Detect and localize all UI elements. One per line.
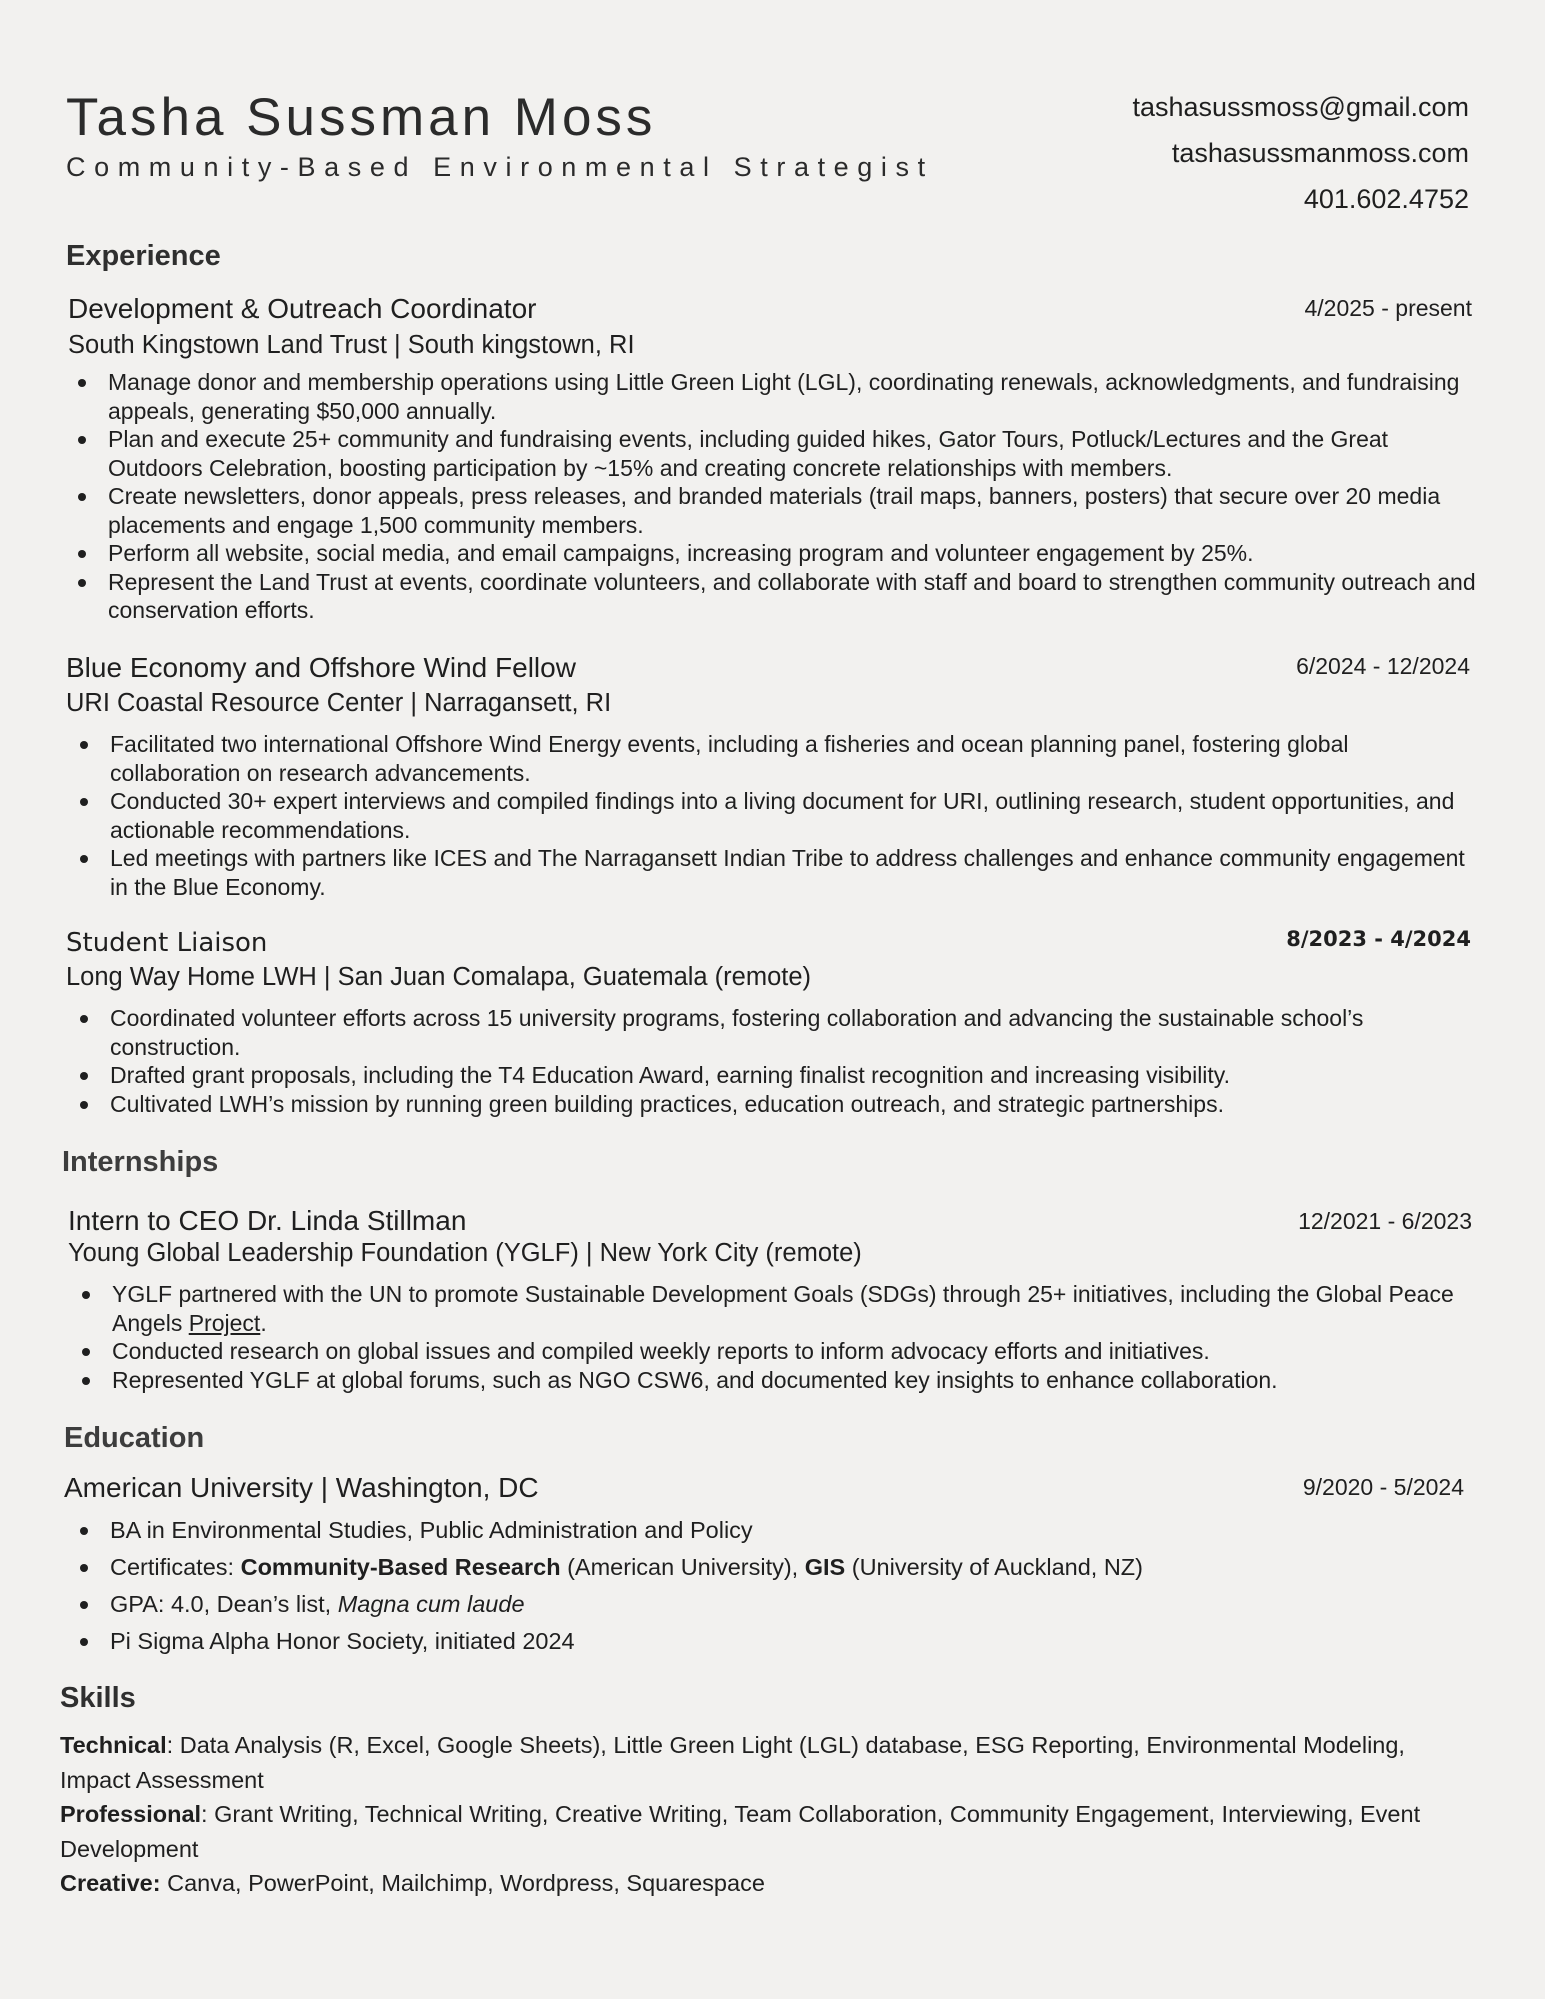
- internship-date: 12/2021 - 6/2023: [1298, 1208, 1472, 1234]
- job-date: 4/2025 - present: [1304, 295, 1472, 321]
- list-item: Led meetings with partners like ICES and The Narragansett Indian Tribe to address challenges and enhance community engagement in the Blue Economy.: [70, 844, 1480, 901]
- tagline: Community-Based Environmental Strategist: [66, 152, 934, 182]
- job-bullets: [70, 730, 1480, 901]
- latin-honor: Magna cum laude: [337, 1591, 525, 1617]
- list-item: Facilitated two international Offshore Wind Energy events, including a fisheries and ocean planning panel, fostering global collaboration on research advancements.: [70, 730, 1480, 787]
- internship-organization: Young Global Leadership Foundation (YGLF) | New York City (remote): [68, 1239, 862, 1267]
- full-name: Tasha Sussman Moss: [66, 88, 657, 147]
- job-bullets: [68, 368, 1478, 625]
- website-link[interactable]: tashasussmanmoss.com: [1171, 138, 1469, 168]
- job-date: 8/2023 - 4/2024: [1286, 927, 1471, 951]
- certificate-name: Community-Based Research: [240, 1554, 561, 1580]
- skills-heading: Skills: [60, 1682, 136, 1714]
- skills-label: Technical: [60, 1732, 167, 1758]
- list-item: Drafted grant proposals, including the T4 Education Award, earning finalist recognition and increasing visibility.: [70, 1061, 1480, 1090]
- project-link[interactable]: Project: [188, 1309, 261, 1336]
- list-item: Conducted 30+ expert interviews and compiled findings into a living document for URI, outlining research, student opportunities, and actionable recommendations.: [70, 787, 1480, 844]
- skills-label: Creative:: [60, 1870, 161, 1896]
- skills-creative: [60, 1866, 1460, 1901]
- certificate-source: (University of Auckland, NZ): [845, 1554, 1143, 1580]
- skills-professional: [60, 1797, 1460, 1866]
- job-organization: URI Coastal Resource Center | Narragansett, RI: [66, 689, 612, 717]
- certificate-source: (American University),: [560, 1554, 805, 1580]
- education-heading: Education: [64, 1422, 205, 1454]
- education-bullets: [70, 1512, 1470, 1660]
- list-item: Plan and execute 25+ community and fundraising events, including guided hikes, Gator Tours, Potluck/Lectures and the Great Outdoors Celebration, boosting participation by ~15% and creating concrete relationships with members.: [68, 425, 1478, 482]
- internship-title: Intern to CEO Dr. Linda Stillman: [68, 1205, 467, 1236]
- school-name: American University | Washington, DC: [64, 1472, 539, 1503]
- list-item: Cultivated LWH’s mission by running green building practices, education outreach, and strategic partnerships.: [70, 1090, 1480, 1119]
- skills-text: : Data Analysis (R, Excel, Google Sheets), Little Green Light (LGL) database, ESG Reporting, Environmental Modeling, Impact Assessment: [60, 1732, 1405, 1793]
- job-title: Development & Outreach Coordinator: [68, 293, 537, 324]
- list-item: Pi Sigma Alpha Honor Society, initiated 2024: [70, 1623, 1470, 1660]
- list-item: Represented YGLF at global forums, such as NGO CSW6, and documented key insights to enhance collaboration.: [72, 1366, 1482, 1395]
- skills-text: : Grant Writing, Technical Writing, Creative Writing, Team Collaboration, Community Engagement, Interviewing, Event Development: [60, 1801, 1421, 1862]
- contact-block: [1132, 84, 1469, 222]
- education-date: 9/2020 - 5/2024: [1302, 1474, 1464, 1500]
- list-item: [70, 1586, 1470, 1623]
- job-bullets: [70, 1004, 1480, 1118]
- list-item: Coordinated volunteer efforts across 15 university programs, fostering collaboration and advancing the sustainable school’s construction.: [70, 1004, 1480, 1061]
- internship-bullets: [72, 1280, 1482, 1394]
- gpa-text: GPA: 4.0, Dean’s list,: [110, 1591, 338, 1617]
- list-item: Represent the Land Trust at events, coordinate volunteers, and collaborate with staff and board to strengthen community outreach and conservation efforts.: [68, 568, 1478, 625]
- skills-technical: [60, 1728, 1460, 1797]
- skills-block: [60, 1728, 1460, 1901]
- skills-text: Canva, PowerPoint, Mailchimp, Wordpress, Squarespace: [160, 1870, 765, 1896]
- list-item: [70, 1549, 1470, 1586]
- job-title: Blue Economy and Offshore Wind Fellow: [66, 652, 576, 683]
- internships-heading: Internships: [62, 1146, 219, 1178]
- list-item: Create newsletters, donor appeals, press releases, and branded materials (trail maps, banners, posters) that secure over 20 media placements and engage 1,500 community members.: [68, 482, 1478, 539]
- job-organization: Long Way Home LWH | San Juan Comalapa, Guatemala (remote): [66, 963, 812, 991]
- list-item-text: .: [260, 1309, 267, 1336]
- list-item: Perform all website, social media, and email campaigns, increasing program and volunteer engagement by 25%.: [68, 539, 1478, 568]
- list-item-text: YGLF partnered with the UN to promote Sustainable Development Goals (SDGs) through 25+ initiatives, including the Global Peace Angels: [112, 1281, 1454, 1336]
- experience-heading: Experience: [66, 240, 221, 272]
- list-item: BA in Environmental Studies, Public Administration and Policy: [70, 1512, 1470, 1549]
- job-date: 6/2024 - 12/2024: [1296, 653, 1470, 679]
- list-item: Conducted research on global issues and compiled weekly reports to inform advocacy efforts and initiatives.: [72, 1337, 1482, 1366]
- certificate-name: GIS: [804, 1554, 846, 1580]
- job-title: Student Liaison: [66, 928, 268, 958]
- list-item: Manage donor and membership operations using Little Green Light (LGL), coordinating renewals, acknowledgments, and fundraising appeals, generating $50,000 annually.: [68, 368, 1478, 425]
- certificates-label: Certificates:: [110, 1554, 241, 1580]
- skills-label: Professional: [60, 1801, 202, 1827]
- phone-number: 401.602.4752: [1303, 184, 1469, 214]
- email-link[interactable]: tashasussmoss@gmail.com: [1132, 92, 1469, 122]
- list-item: [72, 1280, 1482, 1337]
- job-organization: South Kingstown Land Trust | South kingstown, RI: [68, 331, 635, 359]
